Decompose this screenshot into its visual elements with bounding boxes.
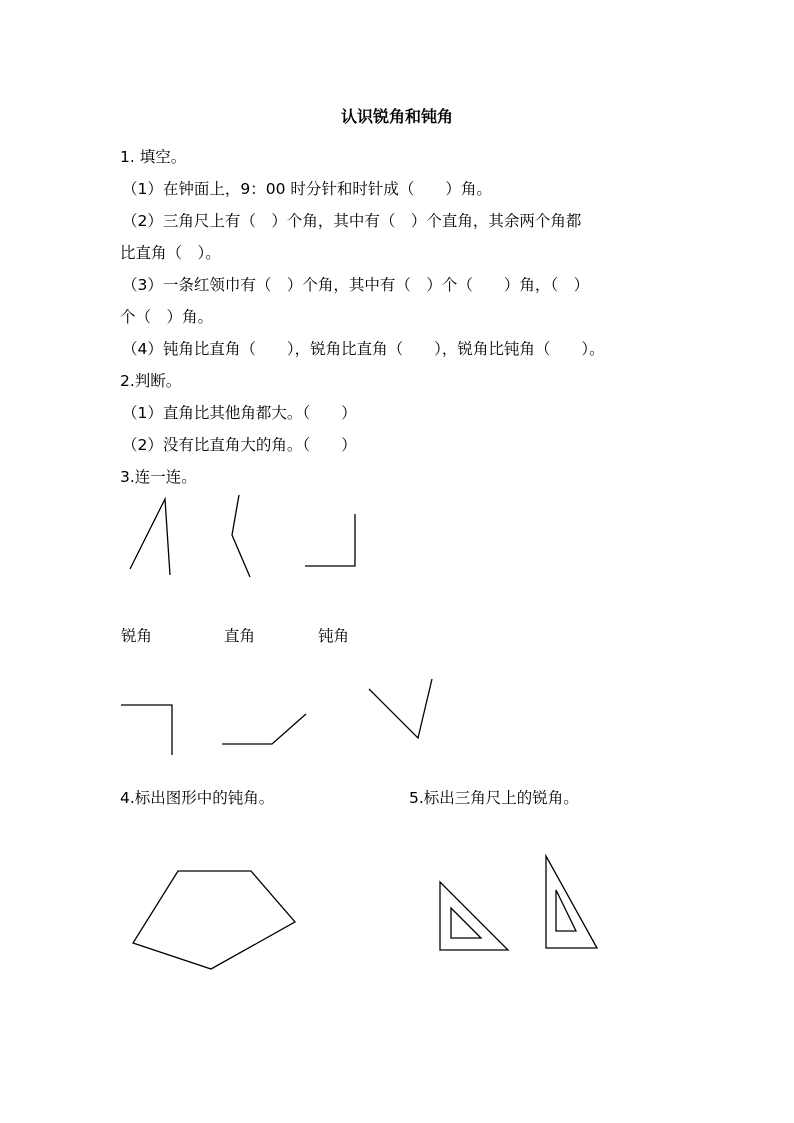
q5-heading: 5.标出三角尺上的锐角。	[409, 789, 579, 807]
label-acute: 锐角	[121, 627, 153, 645]
label-obtuse: 钝角	[318, 627, 350, 645]
q2-line-1: （1）直角比其他角都大。（ ）	[122, 404, 357, 422]
angle-right-top	[305, 514, 355, 566]
q1-line-2-cont: 比直角（ ）。	[120, 244, 221, 262]
pentagon-shape	[133, 871, 295, 969]
set-square-right-inner	[556, 890, 576, 931]
label-right: 直角	[224, 627, 256, 645]
page-title: 认识锐角和钝角	[340, 107, 453, 126]
set-square-left-inner	[451, 908, 481, 938]
angle-acute-top	[130, 499, 170, 575]
q2-heading: 2.判断。	[120, 372, 182, 390]
q3-heading: 3.连一连。	[120, 468, 197, 486]
q1-line-3: （3）一条红领巾有（ ）个角，其中有（ ）个（ ）角，（ ）	[122, 276, 590, 294]
q1-heading: 1. 填空。	[120, 148, 187, 166]
angle-obtuse-top	[232, 495, 250, 577]
q1-line-2: （2）三角尺上有（ ）个角，其中有（ ）个直角，其余两个角都	[122, 212, 582, 230]
set-square-left-outer	[440, 882, 508, 950]
q1-line-1: （1）在钟面上，9：00 时分针和时针成（ ）角。	[122, 180, 492, 198]
q4-heading: 4.标出图形中的钝角。	[120, 789, 275, 807]
set-square-right-outer	[546, 856, 597, 948]
q1-line-4: （4）钝角比直角（ ），锐角比直角（ ），锐角比钝角（ ）。	[122, 340, 605, 358]
angle-acute-bottom	[369, 679, 432, 738]
q2-line-2: （2）没有比直角大的角。（ ）	[122, 436, 357, 454]
angle-right-bottom	[121, 705, 172, 755]
angle-obtuse-bottom	[222, 714, 306, 744]
q1-line-3-cont: 个（ ）角。	[120, 308, 214, 326]
